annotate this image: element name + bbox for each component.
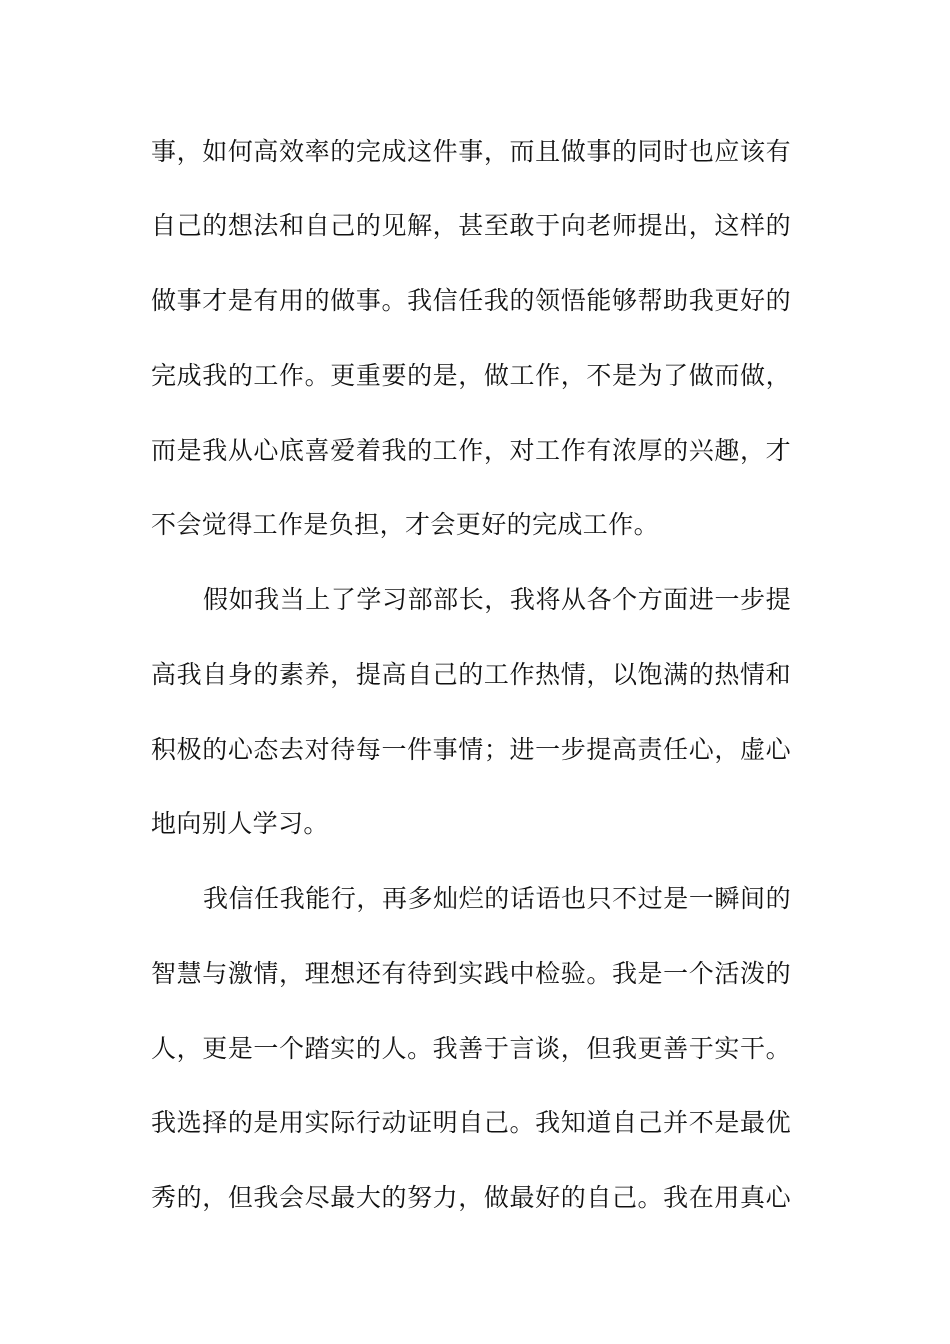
text-line-7: 假如我当上了学习部部长，我将从各个方面进一步提 xyxy=(203,585,791,614)
text-line-3: 做事才是有用的做事。我信任我的领悟能够帮助我更好的 xyxy=(151,286,791,315)
text-line-5: 而是我从心底喜爱着我的工作，对工作有浓厚的兴趣，才 xyxy=(151,436,791,465)
text-line-13: 人，更是一个踏实的人。我善于言谈，但我更善于实干。 xyxy=(151,1034,791,1063)
text-line-4: 完成我的工作。更重要的是，做工作，不是为了做而做， xyxy=(151,361,791,390)
text-line-14: 我选择的是用实际行动证明自己。我知道自己并不是最优 xyxy=(151,1108,791,1137)
text-line-11: 我信任我能行，再多灿烂的话语也只不过是一瞬间的 xyxy=(203,884,791,913)
text-line-15: 秀的，但我会尽最大的努力，做最好的自己。我在用真心 xyxy=(151,1183,791,1212)
text-line-1: 事，如何高效率的完成这件事，而且做事的同时也应该有 xyxy=(151,137,791,166)
text-line-10: 地向别人学习。 xyxy=(151,809,329,838)
text-line-9: 积极的心态去对待每一件事情；进一步提高责任心，虚心 xyxy=(151,735,791,764)
text-line-2: 自己的想法和自己的见解，甚至敢于向老师提出，这样的 xyxy=(151,211,791,240)
text-line-12: 智慧与激情，理想还有待到实践中检验。我是一个活泼的 xyxy=(151,959,791,988)
text-line-8: 高我自身的素养，提高自己的工作热情，以饱满的热情和 xyxy=(151,660,791,689)
text-line-6: 不会觉得工作是负担，才会更好的完成工作。 xyxy=(151,510,660,539)
